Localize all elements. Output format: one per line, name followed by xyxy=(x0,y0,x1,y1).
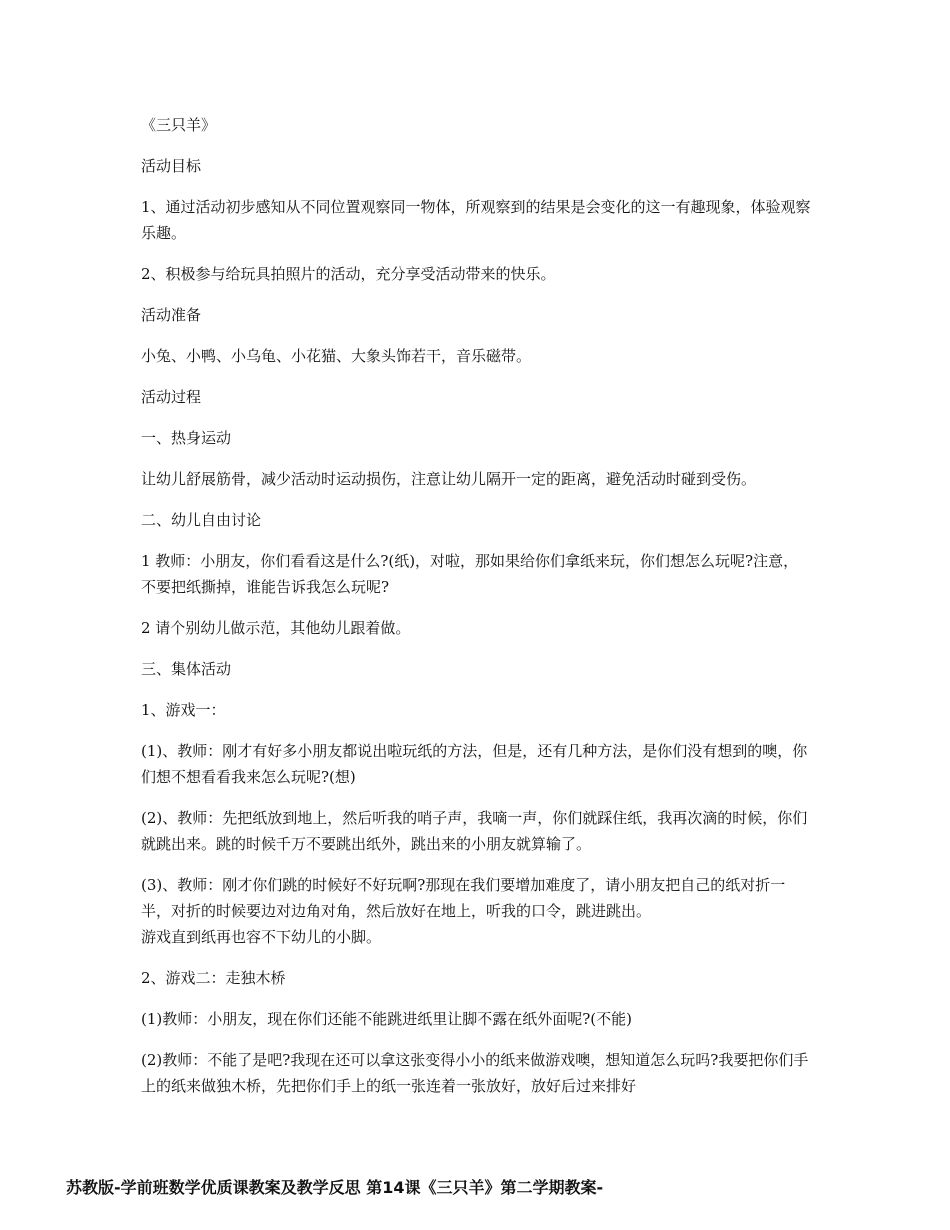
section-heading-process: 活动过程 xyxy=(141,388,202,406)
objective-item-1: 1、通过活动初步感知从不同位置观察同一物体，所观察到的结果是会变化的这一有趣现象，体验观察乐趣。 xyxy=(141,198,811,242)
game-two-step-2: (2)教师：不能了是吧?我现在还可以拿这张变得小小的纸来做游戏噢，想知道怎么玩吗?我要把你们手上的纸来做独木桥，先把你们手上的纸一张连着一张放好，放好后过来排好 xyxy=(141,1051,809,1095)
game-one-step-2: (2)、教师：先把纸放到地上，然后听我的哨子声，我嘀一声，你们就踩住纸，我再次滴的时候，你们就跳出来。跳的时候千万不要跳出纸外，跳出来的小朋友就算输了。 xyxy=(141,809,808,853)
game-two-step-1: (1)教师：小朋友，现在你们还能不能跳进纸里让脚不露在纸外面呢?(不能) xyxy=(141,1010,632,1028)
document-body xyxy=(141,112,813,1114)
process-step-warmup-heading: 一、热身运动 xyxy=(141,429,232,447)
game-two-heading: 2、游戏二：走独木桥 xyxy=(141,969,286,987)
section-heading-objectives: 活动目标 xyxy=(141,157,202,175)
game-one-heading: 1、游戏一： xyxy=(141,701,226,719)
section-heading-preparation: 活动准备 xyxy=(141,306,202,324)
process-step-warmup-text: 让幼儿舒展筋骨，减少活动时运动损伤，注意让幼儿隔开一定的距离，避免活动时碰到受伤。 xyxy=(141,470,757,488)
page-footer: 苏教版-学前班数学优质课教案及教学反思 第14课《三只羊》第二学期教案- xyxy=(66,1178,604,1197)
objective-item-2: 2、积极参与给玩具拍照片的活动，充分享受活动带来的快乐。 xyxy=(141,265,556,283)
discussion-item-2: 2 请个别幼儿做示范，其他幼儿跟着做。 xyxy=(141,619,411,637)
game-one-step-3: (3)、教师：刚才你们跳的时候好不好玩啊?那现在我们要增加难度了，请小朋友把自己的纸对折一半，对折的时候要边对边角对角，然后放好在地上，听我的口令，跳进跳出。 游戏直到纸再也容不下幼儿的小脚。 xyxy=(141,876,786,946)
preparation-text: 小兔、小鸭、小乌龟、小花猫、大象头饰若干，音乐磁带。 xyxy=(141,347,532,365)
document-title: 《三只羊》 xyxy=(141,116,217,134)
process-step-discussion-heading: 二、幼儿自由讨论 xyxy=(141,511,262,529)
discussion-item-1: 1 教师：小朋友，你们看看这是什么?(纸)，对啦，那如果给你们拿纸来玩，你们想怎么玩呢?注意，不要把纸撕掉，谁能告诉我怎么玩呢? xyxy=(141,552,799,596)
game-one-step-1: (1)、教师：刚才有好多小朋友都说出啦玩纸的方法，但是，还有几种方法，是你们没有想到的噢，你们想不想看看我来怎么玩呢?(想) xyxy=(141,742,808,786)
process-step-group-heading: 三、集体活动 xyxy=(141,660,232,678)
